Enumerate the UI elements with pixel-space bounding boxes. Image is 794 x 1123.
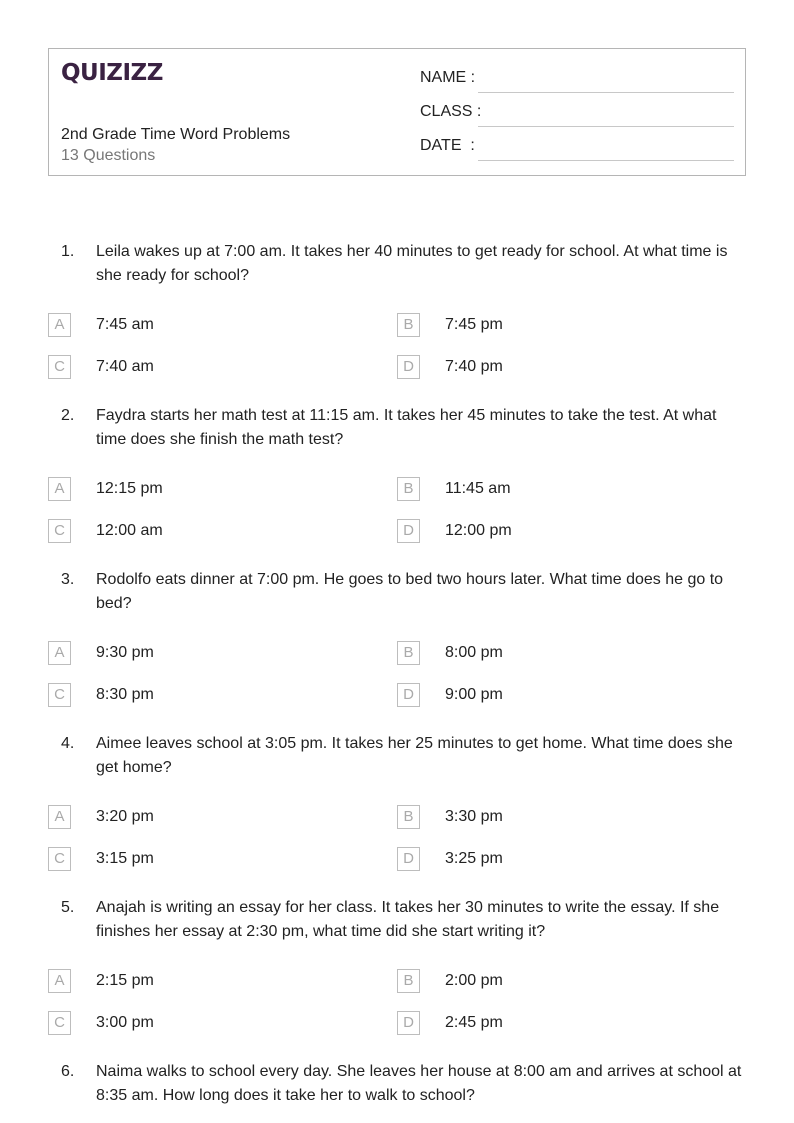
question-number: 1. bbox=[61, 243, 75, 260]
question-text: Leila wakes up at 7:00 am. It takes her 40 minutes to get ready for school. At what time is she ready for school? bbox=[96, 243, 728, 284]
option-text: 12:15 pm bbox=[96, 480, 163, 497]
worksheet-title: 2nd Grade Time Word Problems bbox=[61, 126, 291, 143]
name-input-line[interactable] bbox=[478, 92, 734, 93]
name-field[interactable] bbox=[420, 67, 734, 91]
option-text: 2:00 pm bbox=[445, 972, 503, 989]
question-number: 5. bbox=[61, 899, 75, 916]
option-text: 7:40 pm bbox=[445, 358, 503, 375]
option-letter-box[interactable]: C bbox=[48, 847, 71, 871]
date-label: DATE : bbox=[420, 137, 475, 154]
option-text: 2:15 pm bbox=[96, 972, 154, 989]
option-letter-box[interactable]: C bbox=[48, 1011, 71, 1035]
date-input-line[interactable] bbox=[478, 160, 734, 161]
option-text: 9:30 pm bbox=[96, 644, 154, 661]
option-letter-box[interactable]: B bbox=[397, 969, 420, 993]
question-text: Rodolfo eats dinner at 7:00 pm. He goes to bed two hours later. What time does he go to bed? bbox=[96, 571, 724, 612]
option-text: 12:00 am bbox=[96, 522, 163, 539]
question-number: 3. bbox=[61, 571, 75, 588]
option-letter-box[interactable]: B bbox=[397, 805, 420, 829]
option-text: 7:45 am bbox=[96, 316, 154, 333]
option-text: 7:40 am bbox=[96, 358, 154, 375]
question-text: Aimee leaves school at 3:05 pm. It takes her 25 minutes to get home. What time does she get home? bbox=[96, 735, 733, 776]
question-text: Anajah is writing an essay for her class. It takes her 30 minutes to write the essay. If she finishes her essay at 2:30 pm, what time did she start writing it? bbox=[96, 899, 720, 940]
question-text: Naima walks to school every day. She leaves her house at 8:00 am and arrives at school at 8:35 am. How long does it take her to walk to school? bbox=[96, 1063, 742, 1104]
question-number: 2. bbox=[61, 407, 75, 424]
class-field[interactable] bbox=[420, 101, 734, 125]
option-letter-box[interactable]: A bbox=[48, 477, 71, 501]
option-letter-box[interactable]: B bbox=[397, 641, 420, 665]
question-number: 6. bbox=[61, 1063, 75, 1080]
quizizz-logo: QUIZIZZ bbox=[61, 60, 163, 86]
option-letter-box[interactable]: D bbox=[397, 519, 420, 543]
option-text: 3:00 pm bbox=[96, 1014, 154, 1031]
option-text: 12:00 pm bbox=[445, 522, 512, 539]
option-text: 9:00 pm bbox=[445, 686, 503, 703]
option-text: 3:25 pm bbox=[445, 850, 503, 867]
question-count: 13 Questions bbox=[61, 147, 156, 164]
option-letter-box[interactable]: D bbox=[397, 847, 420, 871]
option-letter-box[interactable]: C bbox=[48, 355, 71, 379]
option-text: 8:30 pm bbox=[96, 686, 154, 703]
option-text: 3:20 pm bbox=[96, 808, 154, 825]
option-letter-box[interactable]: D bbox=[397, 1011, 420, 1035]
date-field[interactable] bbox=[420, 135, 734, 159]
question-text: Faydra starts her math test at 11:15 am. It takes her 45 minutes to take the test. At what time does she finish the math test? bbox=[96, 407, 717, 448]
option-letter-box[interactable]: A bbox=[48, 969, 71, 993]
question-number: 4. bbox=[61, 735, 75, 752]
class-label: CLASS : bbox=[420, 103, 482, 120]
option-letter-box[interactable]: A bbox=[48, 313, 71, 337]
option-letter-box[interactable]: B bbox=[397, 313, 420, 337]
option-letter-box[interactable]: C bbox=[48, 683, 71, 707]
option-text: 8:00 pm bbox=[445, 644, 503, 661]
option-text: 11:45 am bbox=[445, 480, 511, 497]
option-letter-box[interactable]: D bbox=[397, 683, 420, 707]
option-text: 3:30 pm bbox=[445, 808, 503, 825]
option-text: 2:45 pm bbox=[445, 1014, 503, 1031]
option-text: 3:15 pm bbox=[96, 850, 154, 867]
option-letter-box[interactable]: A bbox=[48, 641, 71, 665]
option-text: 7:45 pm bbox=[445, 316, 503, 333]
option-letter-box[interactable]: B bbox=[397, 477, 420, 501]
worksheet-header bbox=[48, 48, 746, 176]
option-letter-box[interactable]: D bbox=[397, 355, 420, 379]
class-input-line[interactable] bbox=[478, 126, 734, 127]
option-letter-box[interactable]: C bbox=[48, 519, 71, 543]
option-letter-box[interactable]: A bbox=[48, 805, 71, 829]
name-label: NAME : bbox=[420, 69, 476, 86]
